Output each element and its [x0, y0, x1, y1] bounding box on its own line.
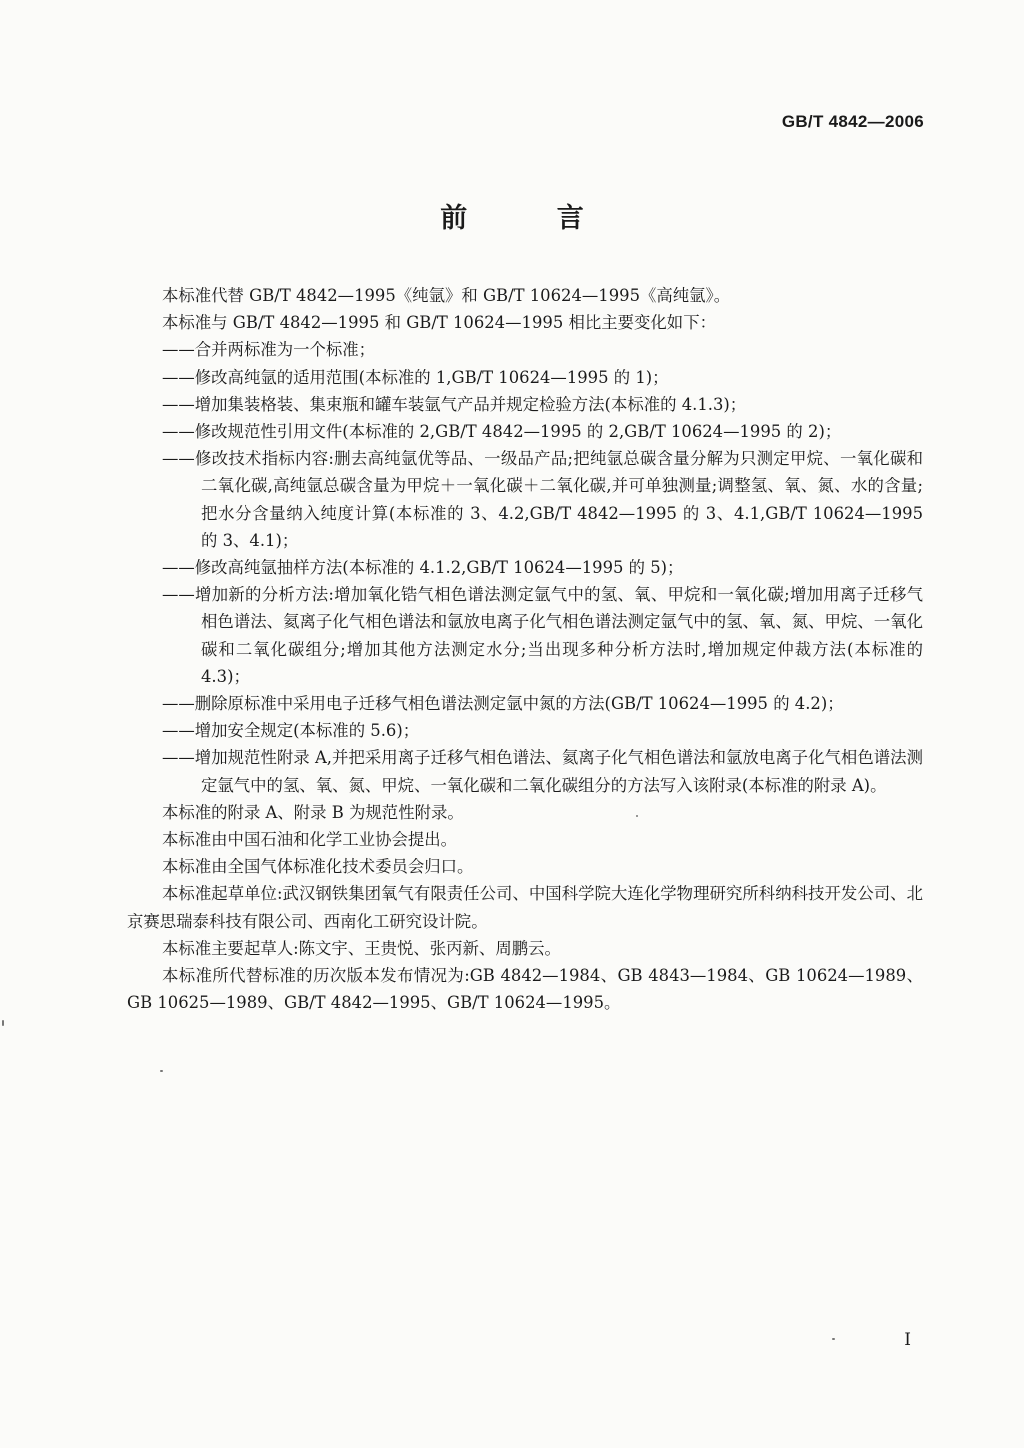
standard-code: GB/T 4842—2006 [781, 112, 924, 131]
change-item: ——修改技术指标内容:删去高纯氩优等品、一级品产品;把纯氩总碳含量分解为只测定甲烷、一氧化碳和二氧化碳,高纯氩总碳含量为甲烷＋一氧化碳＋二氧化碳,并可单独测量;调整氢、氧、氮、水的含量;把水分含量纳入纯度计算(本标准的 3、4.2,GB/T 4842—1995 的 3、4.1,GB/T 10624—1995 的 3、4.1)； [162, 449, 923, 550]
paragraph-centralized: 本标准由全国气体标准化技术委员会归口。 [162, 857, 474, 877]
change-item: ——修改规范性引用文件(本标准的 2,GB/T 4842—1995 的 2,GB/T 10624—1995 的 2)； [162, 422, 842, 442]
document-body [127, 282, 923, 1016]
paragraph-changes-intro: 本标准与 GB/T 4842—1995 和 GB/T 10624—1995 相比主要变化如下： [162, 313, 716, 333]
change-item: ——修改高纯氩抽样方法(本标准的 4.1.2,GB/T 10624—1995 的 5)； [162, 558, 684, 578]
paragraph-version-history: 本标准所代替标准的历次版本发布情况为:GB 4842—1984、GB 4843—1984、GB 10624—1989、GB 10625—1989、GB/T 4842—1995、GB/T 10624—1995。 [127, 966, 923, 1013]
change-item: ——增加安全规定(本标准的 5.6)； [162, 721, 420, 741]
paragraph-drafters: 本标准主要起草人:陈文宇、王贵悦、张丙新、周鹏云。 [162, 938, 561, 958]
page-number: I [904, 1330, 911, 1350]
scan-speck [2, 1020, 4, 1026]
change-item: ——合并两标准为一个标准； [162, 340, 376, 360]
change-item: ——修改高纯氩的适用范围(本标准的 1,GB/T 10624—1995 的 1)； [162, 367, 669, 387]
paragraph-proposer: 本标准由中国石油和化学工业协会提出。 [162, 830, 458, 850]
paragraph-drafting-units: 本标准起草单位:武汉钢铁集团氧气有限责任公司、中国科学院大连化学物理研究所科纳科技开发公司、北京赛思瑞泰科技有限公司、西南化工研究设计院。 [127, 884, 923, 931]
scan-speck [832, 1338, 835, 1340]
change-item: ——删除原标准中采用电子迁移气相色谱法测定氩中氮的方法(GB/T 10624—1995 的 4.2)； [162, 694, 844, 714]
change-item: ——增加新的分析方法:增加氧化锆气相色谱法测定氩气中的氢、氧、甲烷和一氧化碳;增加用离子迁移气相色谱法、氦离子化气相色谱法和氩放电离子化气相色谱法测定氩气中的氢、氧、氮、甲烷、一氧化碳和二氧化碳组分;增加其他方法测定水分;当出现多种分析方法时,增加规定仲裁方法(本标准的 4.3)； [162, 585, 923, 686]
paragraph-appendix: 本标准的附录 A、附录 B 为规范性附录。 [162, 802, 464, 822]
change-item: ——增加集装格装、集束瓶和罐车装氩气产品并规定检验方法(本标准的 4.1.3)； [162, 394, 747, 414]
page-title: 前 言 [440, 203, 624, 234]
change-item: ——增加规范性附录 A,并把采用离子迁移气相色谱法、氦离子化气相色谱法和氩放电离子化气相色谱法测定氩气中的氢、氧、氮、甲烷、一氧化碳和二氧化碳组分的方法写入该附录(本标准的附录 A)。 [162, 748, 923, 795]
paragraph-replaces: 本标准代替 GB/T 4842—1995《纯氩》和 GB/T 10624—1995《高纯氩》。 [162, 286, 731, 305]
scan-speck [160, 1070, 163, 1072]
scan-speck [636, 815, 638, 817]
